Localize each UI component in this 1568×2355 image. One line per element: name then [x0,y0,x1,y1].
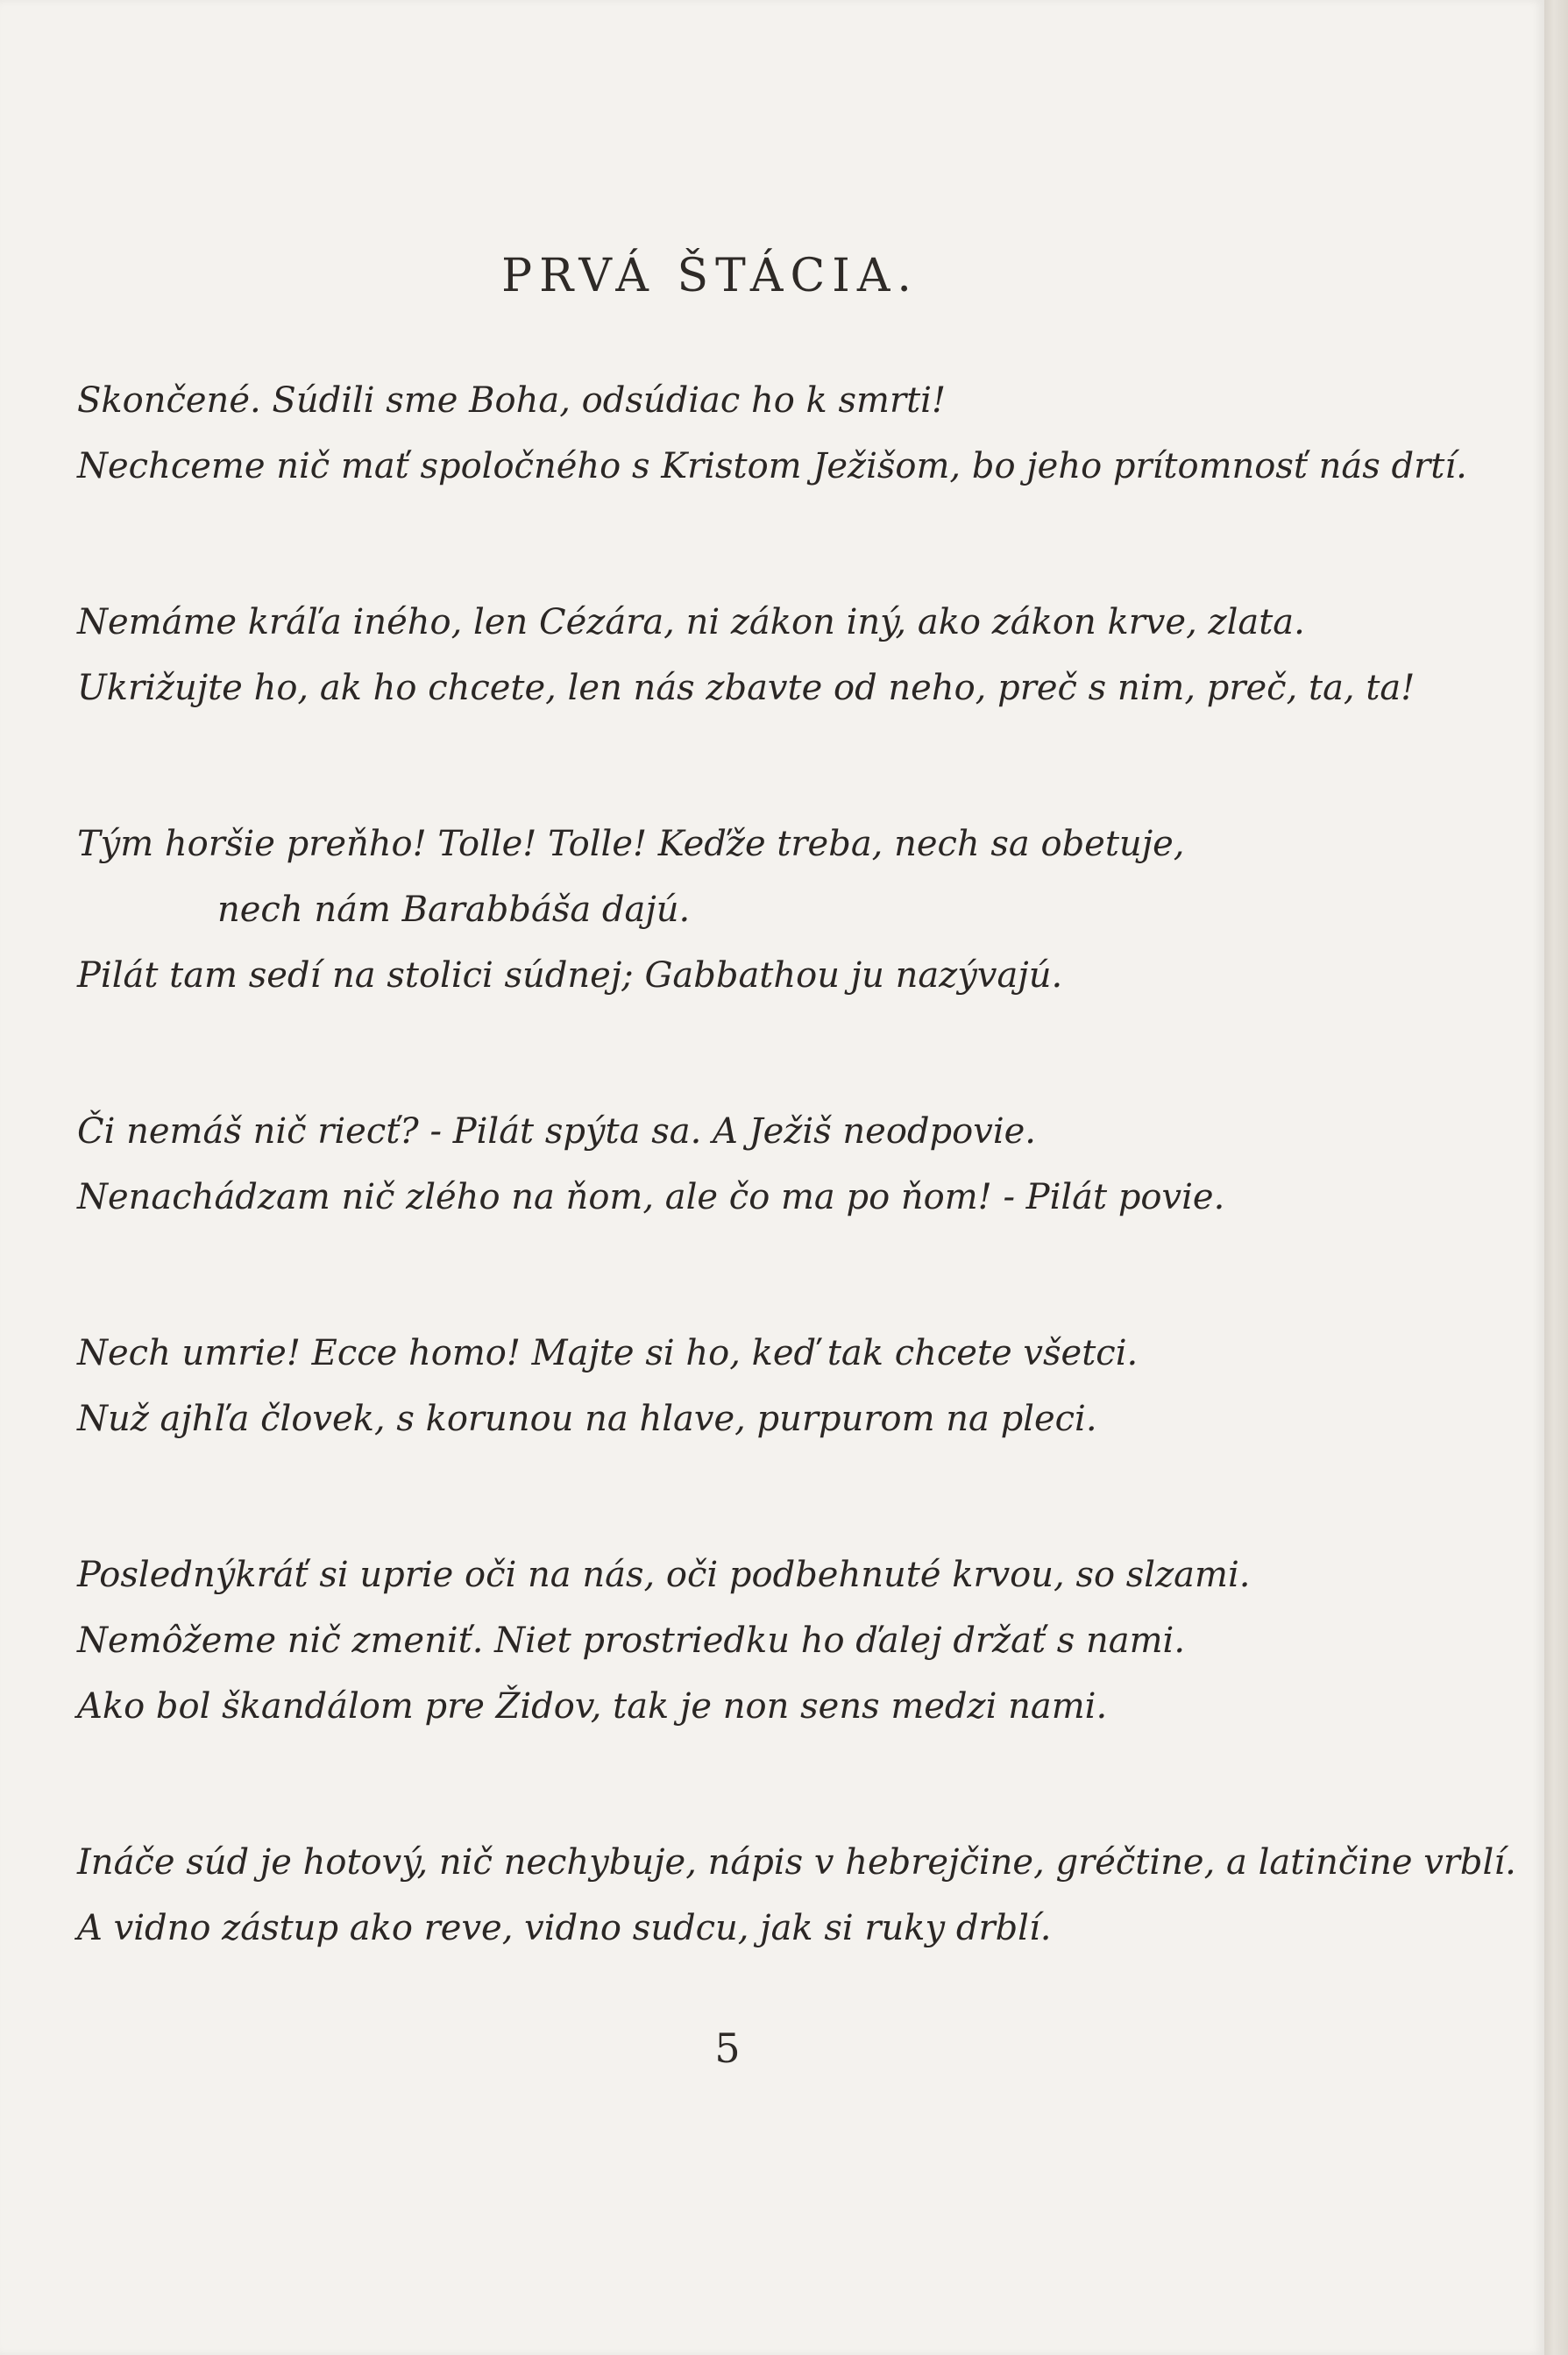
poem-line: Poslednýkráť si uprie oči na nás, oči podbehnuté krvou, so slzami. [77,1555,1251,1595]
poem-line: Tým horšie preňho! Tolle! Tolle! Keďže treba, nech sa obetuje, [77,824,1185,864]
stanza-1 [77,368,1467,500]
poem-line: Nech umrie! Ecce homo! Majte si ho, keď tak chcete všetci. [77,1333,1139,1373]
poem-line: Nenachádzam nič zlého na ňom, ale čo ma po ňom! ‑ Pilát povie. [77,1177,1225,1217]
stanza-3 [77,812,1462,1009]
poem-line: Ako bol škandálom pre Židov, tak je non sens medzi nami. [77,1686,1108,1727]
poem-line: Ukrižujte ho, ak ho chcete, len nás zbavte od neho, preč s nim, preč, ta, ta! [77,668,1415,708]
page-edge [1544,0,1568,2355]
poem-body [77,368,1516,2052]
poem-line: Skončené. Súdili sme Boha, odsúdiac ho k smrti! [77,380,947,421]
poem-line: Ináče súd je hotový, nič nechybuje, nápis v hebrejčine, gréčtine, a latinčine vrblí. [77,1842,1516,1883]
stanza-7 [77,1830,1516,1961]
stanza-5 [77,1321,1462,1452]
stanza-6 [77,1543,1462,1740]
page-title: PRVÁ ŠTÁCIA. [501,250,919,302]
stanza-4 [77,1099,1462,1231]
poem-line: Nemáme kráľa iného, len Cézára, ni zákon iný, ako zákon krve, zlata. [77,602,1305,642]
poem-line: Nechceme nič mať spoločného s Kristom Ježišom, bo jeho prítomnosť nás drtí. [77,446,1467,486]
poem-line: Nuž ajhľa človek, s korunou na hlave, purpurom na pleci. [77,1399,1097,1439]
poem-line-indented: nech nám Barabbáša dajú. [217,890,691,930]
stanza-2 [77,590,1462,721]
page-number: 5 [714,2025,741,2072]
poem-line: Nemôžeme nič zmeniť. Niet prostriedku ho ďalej držať s nami. [77,1621,1186,1661]
poem-line: Pilát tam sedí na stolici súdnej; Gabbathou ju nazývajú. [77,955,1063,996]
poem-line: Či nemáš nič riecť? ‑ Pilát spýta sa. A Ježiš neodpovie. [77,1111,1037,1152]
poem-line: A vidno zástup ako reve, vidno sudcu, jak si ruky drblí. [77,1908,1052,1948]
